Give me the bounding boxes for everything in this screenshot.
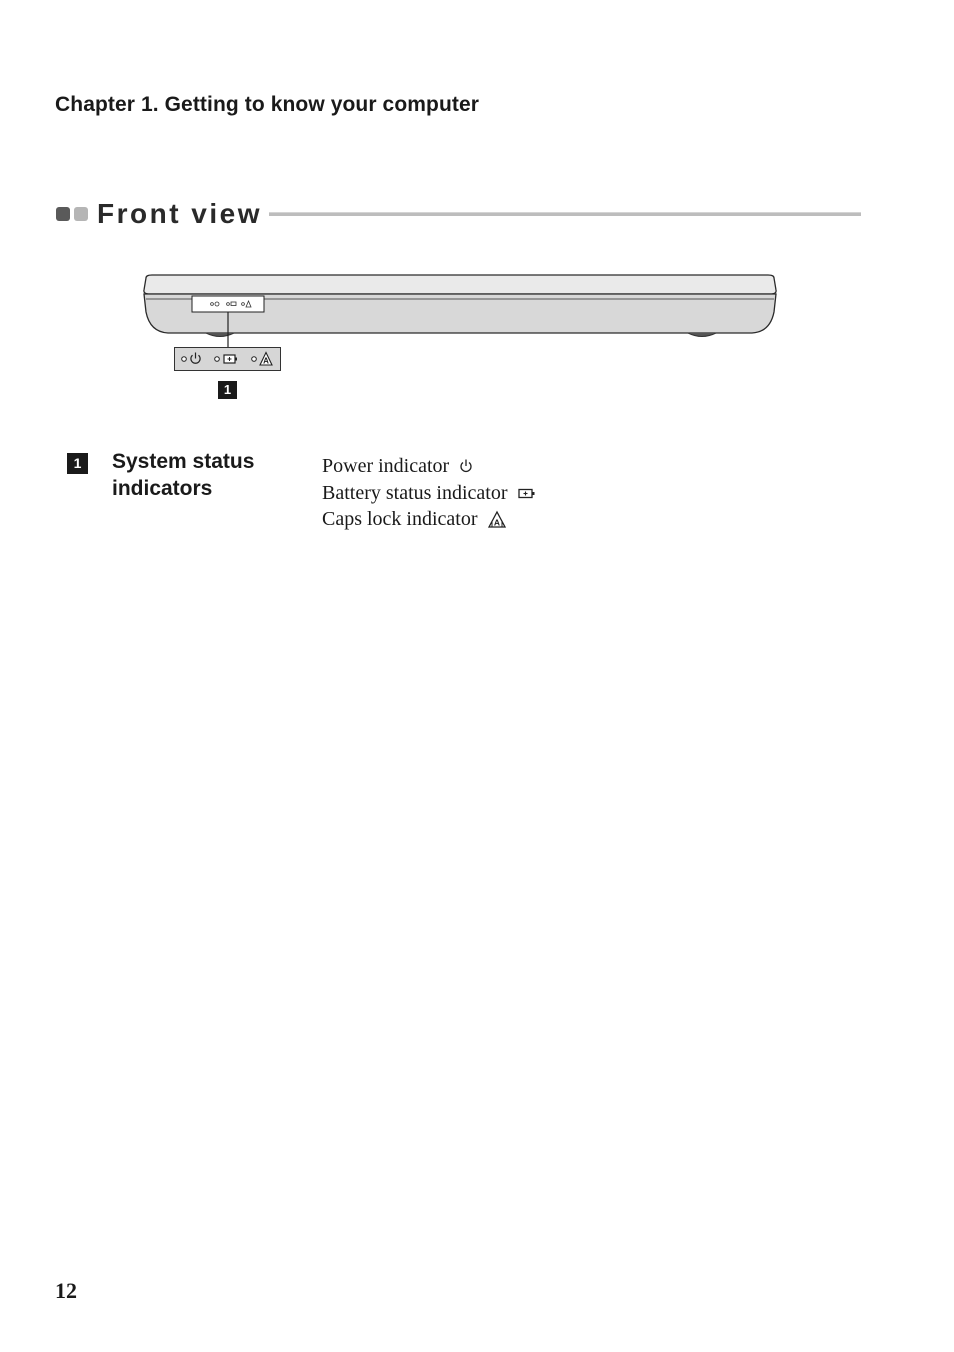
section-title: Front view [97, 198, 263, 229]
status-indicators-callout [174, 347, 281, 371]
heading-rule [269, 212, 861, 216]
list-item [322, 480, 537, 507]
indicator-list [322, 453, 537, 533]
svg-text:A: A [493, 517, 500, 528]
list-item [322, 506, 537, 533]
indicator-label: Caps lock indicator [322, 508, 478, 530]
caps-lock-icon [487, 509, 507, 529]
indicator-label: Power indicator [322, 455, 450, 477]
power-icon [191, 353, 200, 364]
indicator-label: Battery status indicator [322, 481, 508, 504]
page-number: 12 [55, 1278, 77, 1303]
heading-bullet-dark [56, 207, 70, 221]
callout-number: 1 [218, 381, 237, 399]
description-number: 1 [67, 453, 88, 474]
list-item [322, 453, 537, 480]
section-heading [55, 193, 861, 235]
heading-bullet-light [74, 207, 88, 221]
battery-icon [517, 486, 537, 500]
battery-icon [224, 355, 237, 363]
svg-text:A: A [263, 356, 269, 366]
description-term: System status indicators [112, 450, 255, 500]
caps-lock-icon [260, 353, 272, 366]
chapter-header: Chapter 1. Getting to know your computer [55, 93, 480, 116]
power-icon [458, 458, 474, 474]
